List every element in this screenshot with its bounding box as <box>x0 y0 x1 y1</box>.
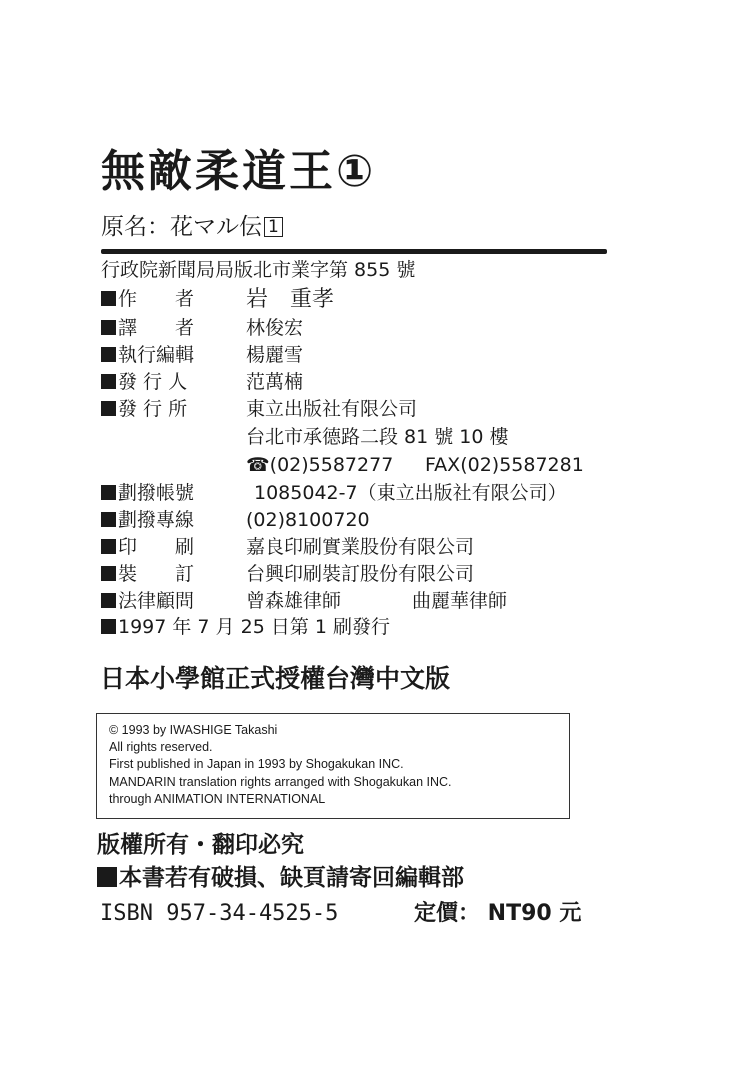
copyright-box <box>96 713 570 819</box>
publish-date-row <box>101 614 390 641</box>
copyright-line: MANDARIN translation rights arranged with Shogakukan INC. <box>109 775 452 789</box>
credit-legal <box>101 588 508 615</box>
bullet-square <box>101 485 116 500</box>
copyright-line: © 1993 by IWASHIGE Takashi <box>109 723 278 737</box>
bullet-square <box>101 566 116 581</box>
credit-label: 劃撥帳號 <box>118 482 195 504</box>
copyright-line: All rights reserved. <box>109 740 213 754</box>
book-title: 無敵柔道王① <box>101 146 377 197</box>
copyright-line: First published in Japan in 1993 by Shogakukan INC. <box>109 757 404 771</box>
credit-label: 發 行 人 <box>118 371 188 393</box>
credit-publisher <box>101 369 304 396</box>
credit-value: (02)8100720 <box>246 509 370 531</box>
publisher-phone: ☎(02)5587277 <box>246 454 394 476</box>
credit-giro-account <box>101 480 567 507</box>
credit-publishing-house <box>101 396 418 423</box>
original-title <box>101 212 283 242</box>
credit-label: 譯 者 <box>118 317 195 339</box>
credit-label: 作 者 <box>118 288 195 310</box>
license-statement: 日本小學館正式授權台灣中文版 <box>100 664 451 693</box>
bullet-square <box>97 867 117 887</box>
credit-label: 發 行 所 <box>118 398 188 420</box>
credit-value: 東立出版社有限公司 <box>246 398 418 420</box>
credit-value: 曾森雄律師 <box>246 590 342 612</box>
credit-translator <box>101 315 304 342</box>
rights-reserved: 版權所有・翻印必究 <box>97 832 304 858</box>
credit-printing <box>101 534 475 561</box>
credit-value: 林俊宏 <box>246 317 304 339</box>
publisher-fax: FAX(02)5587281 <box>425 454 584 476</box>
title-divider <box>101 249 607 254</box>
publish-date: 1997 年 7 月 25 日第 1 刷發行 <box>118 616 390 638</box>
credit-binding <box>101 561 475 588</box>
errata-text: 本書若有破損、缺頁請寄回編輯部 <box>119 865 464 891</box>
bullet-square <box>101 593 116 608</box>
credit-value: 楊麗雪 <box>246 344 304 366</box>
original-title-label: 原名：花マル伝 <box>101 214 262 240</box>
volume-number-box: 1 <box>264 217 283 237</box>
bullet-square <box>101 347 116 362</box>
bullet-square <box>101 374 116 389</box>
credit-value: 嘉良印刷實業股份有限公司 <box>246 536 475 558</box>
bullet-square <box>101 619 116 634</box>
credit-giro-line <box>101 507 370 534</box>
price: 定價： NT90 元 <box>414 901 582 926</box>
isbn: ISBN 957-34-4525-5 <box>100 901 339 926</box>
credit-label: 執行編輯 <box>118 344 195 366</box>
credit-label: 印 刷 <box>118 536 195 558</box>
credit-label: 劃撥專線 <box>118 509 195 531</box>
bullet-square <box>101 539 116 554</box>
credit-value: 岩 重孝 <box>246 287 335 312</box>
errata-notice <box>97 862 464 894</box>
credit-label: 裝 訂 <box>118 563 195 585</box>
bullet-square <box>101 512 116 527</box>
credit-value: 范萬楠 <box>246 371 304 393</box>
bullet-square <box>101 291 116 306</box>
credit-value: 台興印刷裝訂股份有限公司 <box>246 563 475 585</box>
license-number: 行政院新聞局局版北市業字第 855 號 <box>101 259 416 281</box>
copyright-line: through ANIMATION INTERNATIONAL <box>109 792 326 806</box>
credit-value: 1085042-7（東立出版社有限公司） <box>254 482 567 504</box>
publisher-address: 台北市承德路二段 81 號 10 樓 <box>246 426 509 448</box>
bullet-square <box>101 401 116 416</box>
credit-editor <box>101 342 304 369</box>
credit-value-2: 曲麗華律師 <box>412 590 508 612</box>
credit-label: 法律顧問 <box>118 590 195 612</box>
bullet-square <box>101 320 116 335</box>
credit-author <box>101 286 335 313</box>
